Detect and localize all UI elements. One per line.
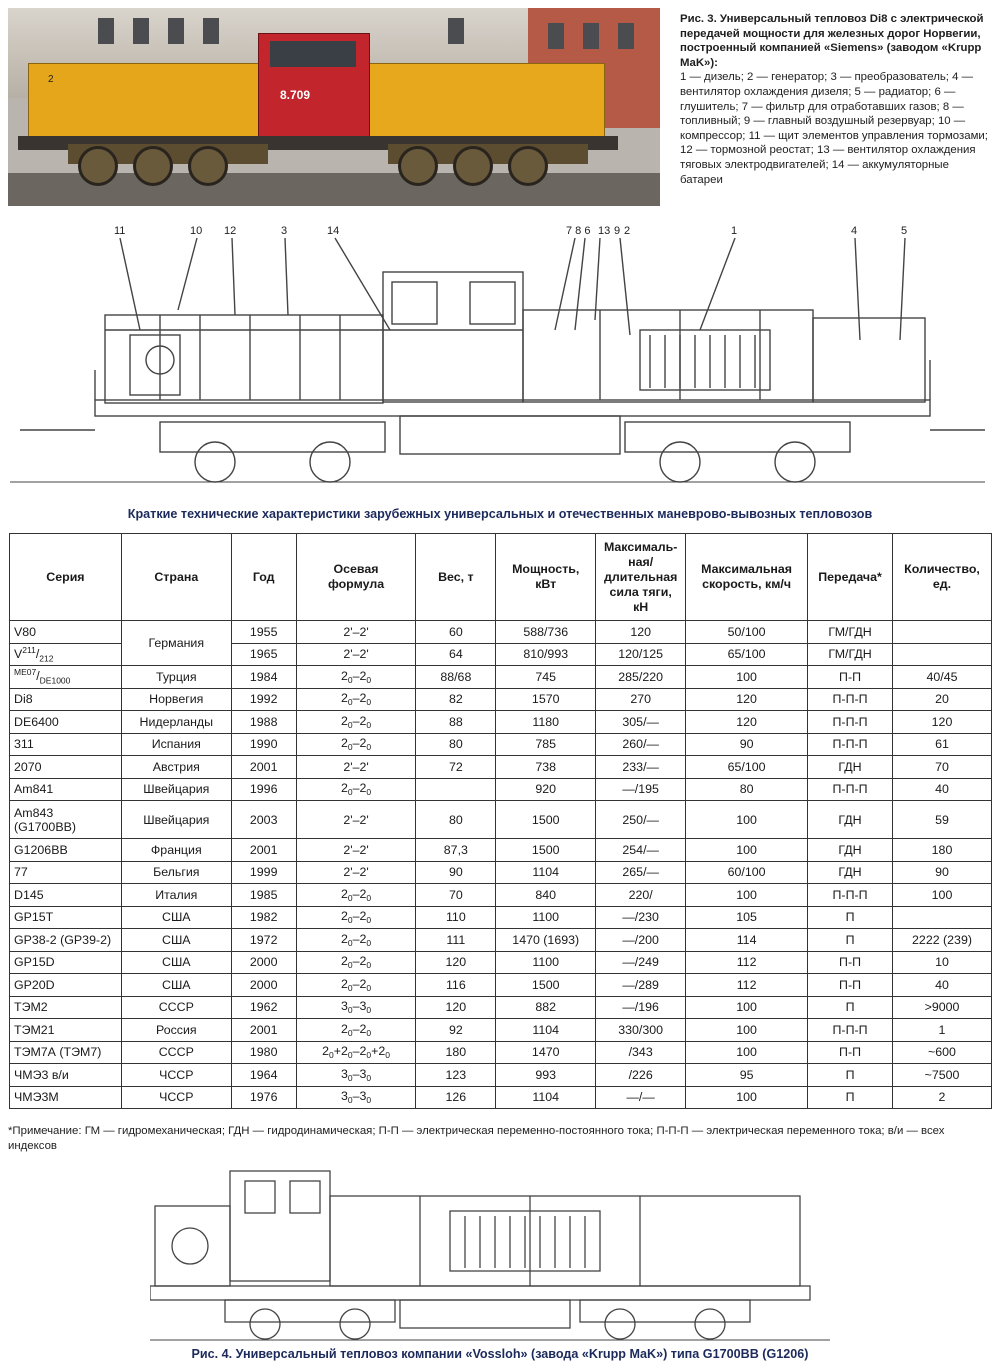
cell-axle: $2_0-2_0$	[296, 711, 416, 734]
cell-trans: ГДН	[808, 861, 893, 884]
cell-power: 1470	[496, 1041, 596, 1064]
cell-series: Am841	[10, 778, 122, 801]
cell-country: США	[121, 929, 231, 952]
cell-power: 1500	[496, 974, 596, 997]
cell-country: Швейцария	[121, 778, 231, 801]
cell-year: 1972	[231, 929, 296, 952]
table-row	[10, 733, 992, 756]
cell-series: ТЭМ21	[10, 1019, 122, 1042]
cell-power: 993	[496, 1064, 596, 1087]
cell-trans: П-П-П	[808, 1019, 893, 1042]
cell-axle: 2'–2'	[296, 756, 416, 779]
callout-13: 13	[598, 225, 611, 237]
cell-series: Di8	[10, 688, 122, 711]
cell-qty: 40/45	[893, 666, 992, 689]
cell-series: GP38-2 (GP39-2)	[10, 929, 122, 952]
cell-speed: 120	[686, 711, 808, 734]
cell-year: 1955	[231, 621, 296, 644]
cell-qty: 180	[893, 839, 992, 862]
table-row	[10, 839, 992, 862]
cell-qty	[893, 643, 992, 666]
cell-weight: 120	[416, 996, 496, 1019]
cell-speed: 95	[686, 1064, 808, 1087]
cell-power: 1500	[496, 801, 596, 839]
loco-side-number: 2	[48, 74, 54, 85]
cell-qty: 90	[893, 861, 992, 884]
cell-traction: —/—	[596, 1086, 686, 1109]
cell-qty: ~600	[893, 1041, 992, 1064]
table-row	[10, 929, 992, 952]
cell-series: D145	[10, 884, 122, 907]
cell-trans: П-П	[808, 951, 893, 974]
cell-weight: 120	[416, 951, 496, 974]
cell-traction: /343	[596, 1041, 686, 1064]
col-header-speed: Максимальная скорость, км/ч	[686, 534, 808, 621]
cell-country: СССР	[121, 1041, 231, 1064]
cell-speed: 90	[686, 733, 808, 756]
cell-country: Франция	[121, 839, 231, 862]
callout-12: 12	[224, 225, 237, 237]
cell-country: Австрия	[121, 756, 231, 779]
cell-axle: $3_0-3_0$	[296, 1064, 416, 1087]
cell-weight: 88/68	[416, 666, 496, 689]
cell-traction: —/289	[596, 974, 686, 997]
cell-country: ЧССР	[121, 1086, 231, 1109]
cell-year: 1999	[231, 861, 296, 884]
callout-3: 3	[281, 225, 288, 237]
cell-weight: 72	[416, 756, 496, 779]
cell-country: Россия	[121, 1019, 231, 1042]
cell-speed: 80	[686, 778, 808, 801]
cell-speed: 112	[686, 951, 808, 974]
cell-axle: 2'–2'	[296, 861, 416, 884]
col-header-axle: Осевая формула	[296, 534, 416, 621]
cell-speed: 100	[686, 1086, 808, 1109]
figure-4-caption: Рис. 4. Универсальный тепловоз компании «Vossloh» (завода «Krupp MaK») типа G1700BB (G1206)	[191, 1347, 809, 1361]
cell-year: 1980	[231, 1041, 296, 1064]
cell-series: 2070	[10, 756, 122, 779]
cell-speed: 65/100	[686, 756, 808, 779]
figure-3-title: Рис. 3. Универсальный тепловоз Di8 с электрической передачей мощности для железных дорог Норвегии, построенный компанией «Siemens» (заводом «Krupp MaK»):	[680, 13, 984, 69]
cell-qty: 10	[893, 951, 992, 974]
table-row	[10, 711, 992, 734]
cell-series: GP15T	[10, 906, 122, 929]
cell-traction: 285/220	[596, 666, 686, 689]
callout-4: 4	[851, 225, 858, 237]
cell-speed: 112	[686, 974, 808, 997]
cell-year: 2001	[231, 1019, 296, 1042]
cell-power: 840	[496, 884, 596, 907]
cell-speed: 100	[686, 884, 808, 907]
cell-qty: 120	[893, 711, 992, 734]
cell-weight	[416, 778, 496, 801]
cell-qty: 59	[893, 801, 992, 839]
cell-year: 1965	[231, 643, 296, 666]
col-header-quantity: Количество, ед.	[893, 534, 992, 621]
callout-10: 10	[190, 225, 203, 237]
cell-traction: 120	[596, 621, 686, 644]
cell-qty	[893, 621, 992, 644]
cell-speed: 105	[686, 906, 808, 929]
cell-country: Нидерланды	[121, 711, 231, 734]
cell-year: 2000	[231, 974, 296, 997]
cell-traction: 265/—	[596, 861, 686, 884]
cell-trans: П-П-П	[808, 884, 893, 907]
cell-country: Норвегия	[121, 688, 231, 711]
callout-2: 2	[624, 225, 631, 237]
cell-traction: 305/—	[596, 711, 686, 734]
cell-weight: 80	[416, 801, 496, 839]
col-header-country: Страна	[121, 534, 231, 621]
cell-trans: П	[808, 1086, 893, 1109]
cell-weight: 82	[416, 688, 496, 711]
cell-power: 1180	[496, 711, 596, 734]
cell-power: 810/993	[496, 643, 596, 666]
callout-9: 9	[614, 225, 621, 237]
cell-axle: 2'–2'	[296, 839, 416, 862]
cell-speed: 100	[686, 996, 808, 1019]
cell-power: 1104	[496, 1086, 596, 1109]
cell-weight: 90	[416, 861, 496, 884]
table-footnote: *Примечание: ГМ — гидромеханическая; ГДН — гидродинамическая; П-П — электрическая переменно-постоянного тока; П-П-П — электрическая переменного тока; в/и — всех индексов	[8, 1125, 945, 1152]
cell-series: Am843 (G1700BB)	[10, 801, 122, 839]
table-row	[10, 974, 992, 997]
cell-year: 1984	[231, 666, 296, 689]
cell-year: 2001	[231, 839, 296, 862]
cell-traction: 254/—	[596, 839, 686, 862]
cell-qty: 40	[893, 778, 992, 801]
callout-11: 11	[114, 225, 126, 237]
locomotive-photo	[8, 8, 660, 206]
cell-traction: —/230	[596, 906, 686, 929]
cell-power: 882	[496, 996, 596, 1019]
table-row	[10, 1064, 992, 1087]
cell-traction: 270	[596, 688, 686, 711]
table-row	[10, 621, 992, 644]
cell-qty: 1	[893, 1019, 992, 1042]
cell-traction: 330/300	[596, 1019, 686, 1042]
cell-trans: ГМ/ГДН	[808, 621, 893, 644]
cell-series: GP15D	[10, 951, 122, 974]
cell-power: 1470 (1693)	[496, 929, 596, 952]
cell-weight: 87,3	[416, 839, 496, 862]
cell-year: 1988	[231, 711, 296, 734]
cell-country: Бельгия	[121, 861, 231, 884]
spec-table	[9, 533, 992, 1109]
cell-country: США	[121, 951, 231, 974]
cell-traction: 260/—	[596, 733, 686, 756]
cell-axle: 2'–2'	[296, 801, 416, 839]
cell-weight: 88	[416, 711, 496, 734]
cell-traction: —/200	[596, 929, 686, 952]
loco-number: 8.709	[280, 88, 311, 102]
cell-trans: П-П	[808, 974, 893, 997]
cell-power: 1570	[496, 688, 596, 711]
table-row	[10, 996, 992, 1019]
cell-series: ЧМЭ3 в/и	[10, 1064, 122, 1087]
figure-3-drawing	[0, 210, 1000, 500]
cell-series: GP20D	[10, 974, 122, 997]
cell-weight: 64	[416, 643, 496, 666]
cell-year: 1990	[231, 733, 296, 756]
cell-axle: 2'–2'	[296, 621, 416, 644]
cell-speed: 65/100	[686, 643, 808, 666]
cell-traction: 220/	[596, 884, 686, 907]
cell-axle: $2_0-2_0$	[296, 1019, 416, 1042]
cell-year: 1996	[231, 778, 296, 801]
table-title: Краткие технические характеристики зарубежных универсальных и отечественных маневрово-вывозных тепловозов	[127, 507, 873, 521]
cell-country: Испания	[121, 733, 231, 756]
cell-trans: ГМ/ГДН	[808, 643, 893, 666]
cell-year: 1985	[231, 884, 296, 907]
cell-year: 1976	[231, 1086, 296, 1109]
cell-year: 1962	[231, 996, 296, 1019]
table-header-row	[10, 534, 992, 621]
cell-series: DE6400	[10, 711, 122, 734]
cell-trans: П	[808, 929, 893, 952]
cell-trans: П-П-П	[808, 733, 893, 756]
cell-weight: 92	[416, 1019, 496, 1042]
cell-power: 920	[496, 778, 596, 801]
table-row	[10, 951, 992, 974]
cell-country: США	[121, 906, 231, 929]
cell-country: США	[121, 974, 231, 997]
cell-qty: 2	[893, 1086, 992, 1109]
cell-series: ЧМЭ3М	[10, 1086, 122, 1109]
cell-trans: П-П	[808, 1041, 893, 1064]
table-row	[10, 884, 992, 907]
cell-series: 311	[10, 733, 122, 756]
cell-power: 745	[496, 666, 596, 689]
table-row	[10, 1019, 992, 1042]
col-header-year: Год	[231, 534, 296, 621]
cell-power: 1100	[496, 951, 596, 974]
cell-weight: 60	[416, 621, 496, 644]
cell-year: 2003	[231, 801, 296, 839]
cell-series: 77	[10, 861, 122, 884]
cell-trans: ГДН	[808, 756, 893, 779]
col-header-transmission: Передача*	[808, 534, 893, 621]
cell-traction: —/249	[596, 951, 686, 974]
cell-speed: 100	[686, 1041, 808, 1064]
cell-power: 785	[496, 733, 596, 756]
table-row	[10, 778, 992, 801]
cell-weight: 116	[416, 974, 496, 997]
table-row	[10, 801, 992, 839]
cell-weight: 110	[416, 906, 496, 929]
cell-country: Италия	[121, 884, 231, 907]
cell-trans: ГДН	[808, 839, 893, 862]
cell-series: V80	[10, 621, 122, 644]
cell-power: 738	[496, 756, 596, 779]
cell-series: ТЭМ7А (ТЭМ7)	[10, 1041, 122, 1064]
col-header-traction: Максималь- ная/ длительная сила тяги, кН	[596, 534, 686, 621]
cell-speed: 50/100	[686, 621, 808, 644]
col-header-weight: Вес, т	[416, 534, 496, 621]
cell-axle: $2_0-2_0$	[296, 929, 416, 952]
cell-country: Швейцария	[121, 801, 231, 839]
cell-country: ЧССР	[121, 1064, 231, 1087]
cell-qty: ~7500	[893, 1064, 992, 1087]
cell-traction: 233/—	[596, 756, 686, 779]
cell-trans: П-П-П	[808, 688, 893, 711]
cell-weight: 80	[416, 733, 496, 756]
cell-speed: 100	[686, 801, 808, 839]
cell-axle: $2_0-2_0$	[296, 666, 416, 689]
cell-series: $V^{211}/_{212}$	[10, 643, 122, 666]
table-row	[10, 688, 992, 711]
col-header-power: Мощность, кВт	[496, 534, 596, 621]
cell-axle: 2'–2'	[296, 643, 416, 666]
cell-traction: 120/125	[596, 643, 686, 666]
cell-weight: 70	[416, 884, 496, 907]
callout-1: 1	[731, 225, 738, 237]
callout-5: 5	[901, 225, 908, 237]
cell-power: 1500	[496, 839, 596, 862]
cell-traction: /226	[596, 1064, 686, 1087]
cell-year: 2001	[231, 756, 296, 779]
cell-qty: 61	[893, 733, 992, 756]
cell-weight: 123	[416, 1064, 496, 1087]
col-header-series: Серия	[10, 534, 122, 621]
cell-axle: $2_0-2_0$	[296, 778, 416, 801]
cell-axle: $2_0-2_0$	[296, 733, 416, 756]
table-row	[10, 861, 992, 884]
cell-trans: П	[808, 996, 893, 1019]
cell-speed: 100	[686, 1019, 808, 1042]
cell-axle: $2_0-2_0$	[296, 688, 416, 711]
cell-country: Германия	[121, 621, 231, 666]
cell-qty: 40	[893, 974, 992, 997]
figure-3-legend: 1 — дизель; 2 — генератор; 3 — преобразователь; 4 — вентилятор охлаждения дизеля; 5 — радиатор; 6 — глушитель; 7 — фильтр для отработавших газов; 8 — топливный; 9 — главный воздушный резервуар; 10 — компрессор; 11 — щит элементов управления тормозами; 12 — тормозной реостат; 13 — вентилятор охлаждения тяговых электродвигателей; 14 — аккумуляторные батареи	[680, 71, 988, 186]
figure-4-drawing	[150, 1156, 850, 1344]
cell-traction: —/195	[596, 778, 686, 801]
cell-axle: $2_0-2_0$	[296, 884, 416, 907]
cell-traction: —/196	[596, 996, 686, 1019]
cell-year: 1992	[231, 688, 296, 711]
figure-3-caption	[680, 12, 992, 187]
cell-trans: П-П	[808, 666, 893, 689]
cell-qty: 20	[893, 688, 992, 711]
cell-power: 1104	[496, 1019, 596, 1042]
cell-country: СССР	[121, 996, 231, 1019]
cell-qty	[893, 906, 992, 929]
cell-qty: 100	[893, 884, 992, 907]
cell-country: Турция	[121, 666, 231, 689]
cell-series: ТЭМ2	[10, 996, 122, 1019]
cell-axle: $2_0+2_0-2_0+2_0$	[296, 1041, 416, 1064]
cell-axle: $2_0-2_0$	[296, 906, 416, 929]
cell-year: 1982	[231, 906, 296, 929]
cell-year: 2000	[231, 951, 296, 974]
cell-series: G1206BB	[10, 839, 122, 862]
cell-speed: 60/100	[686, 861, 808, 884]
cell-power: 1104	[496, 861, 596, 884]
cell-axle: $2_0-2_0$	[296, 951, 416, 974]
cell-trans: ГДН	[808, 801, 893, 839]
cell-speed: 120	[686, 688, 808, 711]
table-row	[10, 906, 992, 929]
table-row	[10, 666, 992, 689]
cell-qty: 70	[893, 756, 992, 779]
cell-power: 588/736	[496, 621, 596, 644]
cell-trans: П-П-П	[808, 711, 893, 734]
table-row	[10, 1086, 992, 1109]
cell-qty: 2222 (239)	[893, 929, 992, 952]
cell-weight: 180	[416, 1041, 496, 1064]
cell-speed: 114	[686, 929, 808, 952]
cell-trans: П-П-П	[808, 778, 893, 801]
cell-speed: 100	[686, 666, 808, 689]
table-row	[10, 1041, 992, 1064]
callout-14: 14	[327, 225, 340, 237]
cell-series: $^{ME07}/_{DE1000}$	[10, 666, 122, 689]
cell-axle: $2_0-2_0$	[296, 974, 416, 997]
cell-trans: П	[808, 1064, 893, 1087]
cell-year: 1964	[231, 1064, 296, 1087]
table-row	[10, 756, 992, 779]
cell-qty: >9000	[893, 996, 992, 1019]
cell-weight: 126	[416, 1086, 496, 1109]
cell-power: 1100	[496, 906, 596, 929]
cell-trans: П	[808, 906, 893, 929]
cell-weight: 111	[416, 929, 496, 952]
cell-speed: 100	[686, 839, 808, 862]
cell-traction: 250/—	[596, 801, 686, 839]
callout-786: 7 8 6	[566, 225, 591, 237]
cell-axle: $3_0-3_0$	[296, 996, 416, 1019]
cell-axle: $3_0-3_0$	[296, 1086, 416, 1109]
